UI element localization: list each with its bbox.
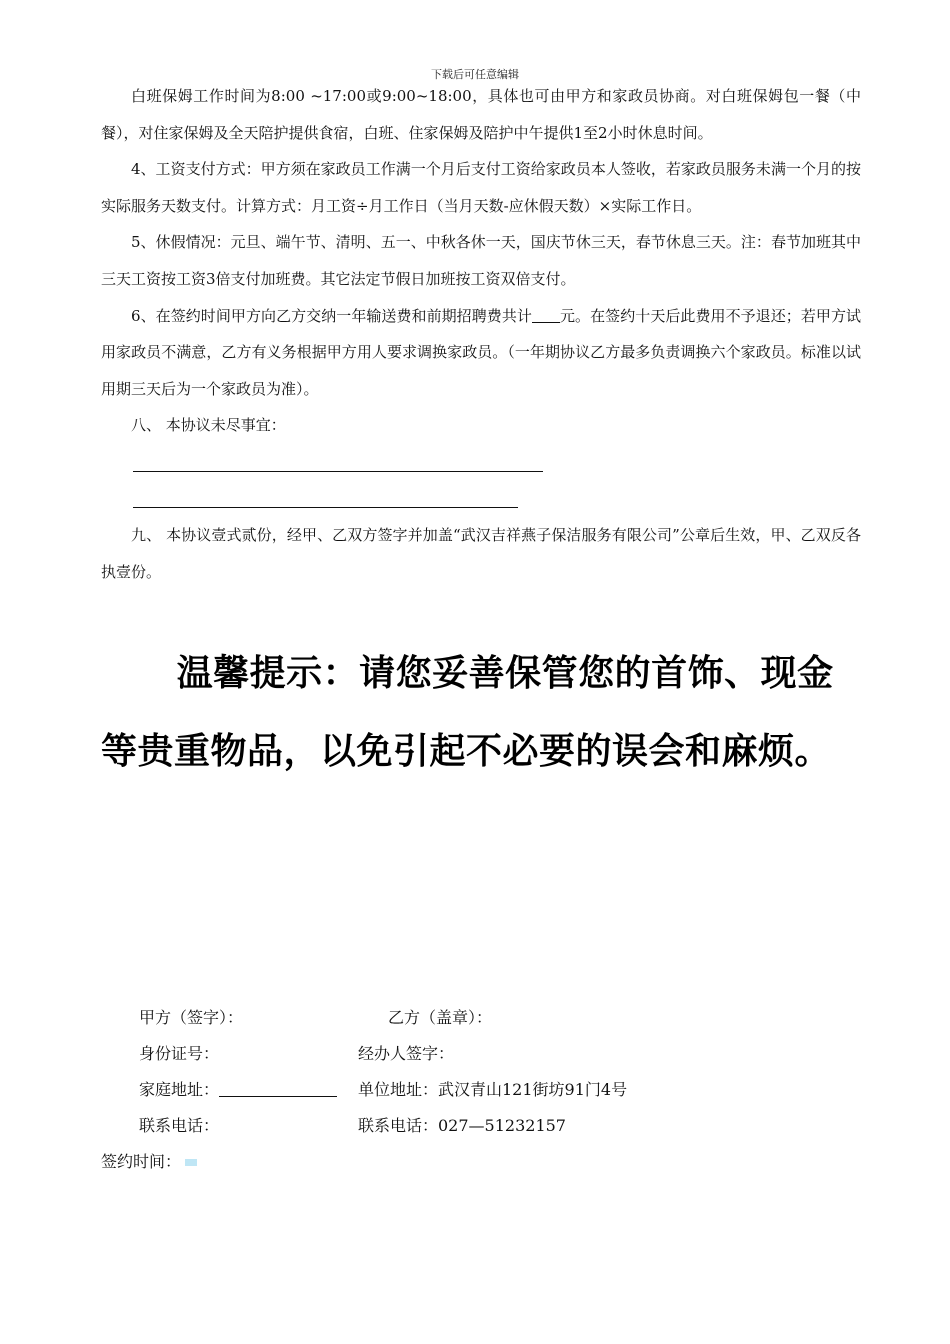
phone-a-label: 联系电话： [139,1116,220,1135]
date-field-marker [185,1159,197,1166]
signature-block [101,1000,861,1180]
unfinished-matters-paragraph: 八、 本协议未尽事宜： [131,416,286,435]
home-address-blank [219,1076,337,1097]
agent-sign-label: 经办人签字： [358,1044,455,1063]
fee-paragraph [101,298,861,408]
sign-date-group [101,1144,197,1180]
party-b-seal-label: 乙方（盖章）： [388,1008,493,1027]
signature-row-2 [101,1036,861,1072]
fee-text-after: 元。在签约十天后此费用不予退还；若甲方试用家政员不满意，乙方有义务根据甲方用人要求调换家政员。（一年期协议乙方最多负责调换六个家政员。标准以试用期三天后为一个家政员为准）。 [101,306,861,398]
phone-b: 联系电话：027—51232157 [358,1116,566,1135]
work-hours-paragraph: 白班保姆工作时间为8:00 ~17:00或9:00~18:00，具体也可由甲方和家政员协商。对白班保姆包一餐（中餐），对住家保姆及全天陪护提供食宿，白班、住家保姆及陪护中午提供1至2小时休息时间。 [101,87,861,142]
party-a-sign-label: 甲方（签字）： [139,1008,244,1027]
signature-row-1 [101,1000,861,1036]
signature-row-4 [101,1108,861,1144]
fill-in-line-1 [101,444,861,481]
id-number-label: 身份证号： [139,1044,220,1063]
warm-tip: 温馨提示：请您妥善保管您的首饰、现金等贵重物品，以免引起不必要的误会和麻烦。 [101,653,834,772]
fee-text-before: 6、在签约时间甲方向乙方交纳一年输送费和前期招聘费共计 [131,306,532,325]
holiday-paragraph: 5、休假情况：元旦、端午节、清明、五一、中秋各休一天，国庆节休三天，春节休息三天。注：春节加班其中三天工资按工资3倍支付加班费。其它法定节假日加班按工资双倍支付。 [101,233,861,288]
sign-date-label: 签约时间： [101,1152,182,1171]
copies-paragraph: 九、 本协议壹式贰份，经甲、乙双方签字并加盖“武汉吉祥燕子保洁服务有限公司”公章后生效，甲、乙双反各执壹份。 [101,526,861,581]
unit-address: 单位地址：武汉青山121街坊91门4号 [358,1080,628,1099]
signature-row-5 [101,1144,861,1180]
fill-in-line-2 [101,481,861,518]
contract-body [101,78,861,590]
signature-row-3 [101,1072,861,1108]
fee-amount-blank [532,306,560,323]
home-address-group [139,1072,341,1108]
home-address-label: 家庭地址： [139,1080,220,1099]
salary-payment-paragraph: 4、工资支付方式：甲方须在家政员工作满一个月后支付工资给家政员本人签收，若家政员服务未满一个月的按实际服务天数支付。计算方式：月工资÷月工作日（当月天数-应休假天数）×实际工作日。 [101,160,861,215]
header-note: 下载后可任意编辑 [431,68,519,81]
